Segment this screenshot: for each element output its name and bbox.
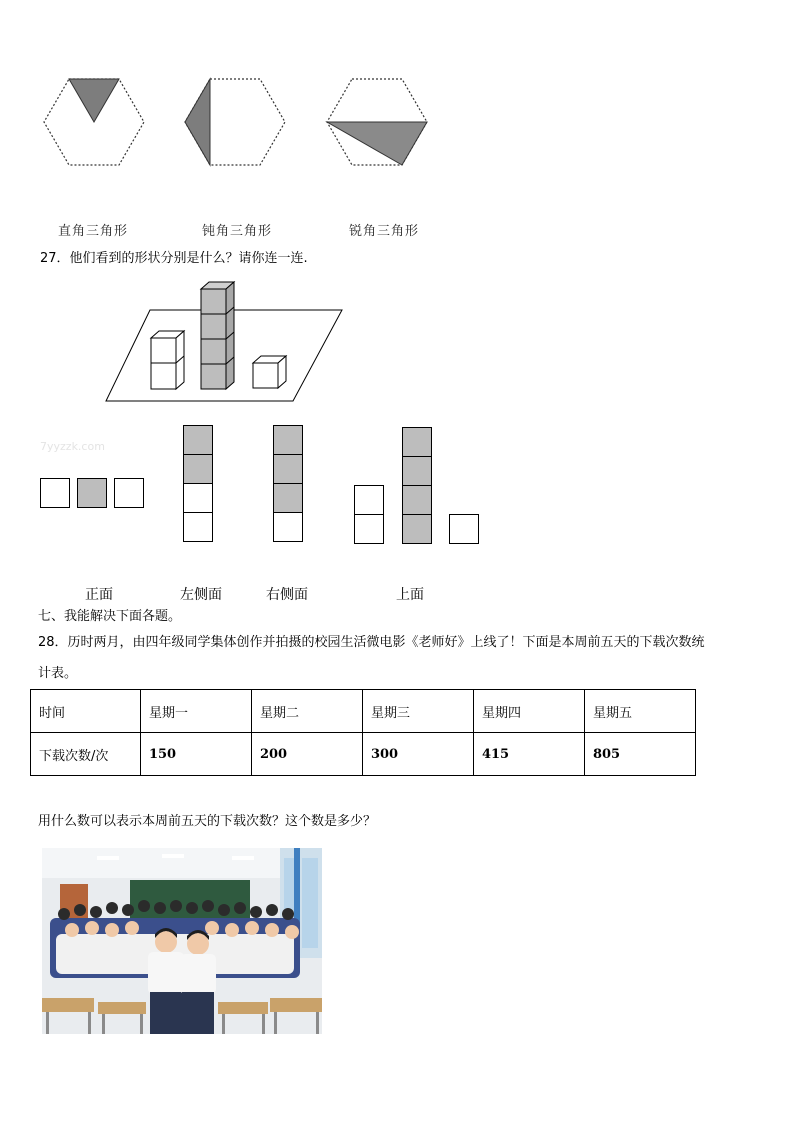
table-cell: 星期一 [140, 690, 251, 733]
label-front-view: 正面 [85, 587, 113, 603]
table-cell: 415 [473, 733, 584, 776]
table-cell: 星期四 [473, 690, 584, 733]
label-left-view: 左侧面 [180, 587, 222, 603]
label-right-view: 右侧面 [266, 587, 308, 603]
label-top-view: 上面 [396, 587, 424, 603]
table-cell: 星期五 [584, 690, 695, 733]
label-right-triangle: 直角三角形 [58, 224, 129, 239]
left-cube-stack [151, 331, 184, 389]
table-cell: 300 [362, 733, 473, 776]
question-28-line1: 28．历时两月，由四年级同学集体创作并拍摄的校园生活微电影《老师好》上线了！下面是本周前五天的下载次数统 [38, 635, 705, 650]
section-7-title: 七、我能解决下面各题。 [38, 609, 182, 624]
download-stats-table [30, 689, 696, 776]
watermark: 7yyzzk.com [40, 440, 105, 453]
table-cell: 星期三 [362, 690, 473, 733]
hexagon-3-shaded-triangle [327, 122, 427, 165]
question-28-prompt: 用什么数可以表示本周前五天的下载次数？这个数是多少？ [38, 814, 377, 829]
table-cell: 200 [251, 733, 362, 776]
table-cell: 805 [584, 733, 695, 776]
class-photo-illustration [42, 848, 322, 1034]
class-photo [42, 848, 322, 1034]
table-cell: 150 [140, 733, 251, 776]
question-28-line2: 计表。 [38, 666, 78, 681]
table-cell: 下载次数/次 [31, 733, 141, 776]
label-acute-triangle: 锐角三角形 [349, 224, 420, 239]
question-27: 27．他们看到的形状分别是什么？请你连一连. [40, 251, 308, 266]
hexagon-2-shaded-triangle [185, 79, 210, 165]
label-obtuse-triangle: 钝角三角形 [202, 224, 273, 239]
table-cell: 时间 [31, 690, 141, 733]
hexagon-figures [0, 60, 460, 180]
hexagon-1-shaded-triangle [69, 79, 119, 122]
table-row [31, 733, 696, 776]
right-single-cube [253, 356, 286, 388]
table-header-row [31, 690, 696, 733]
middle-cube-stack [201, 282, 234, 389]
cube-arrangement-figure [100, 278, 350, 406]
table-cell: 星期二 [251, 690, 362, 733]
